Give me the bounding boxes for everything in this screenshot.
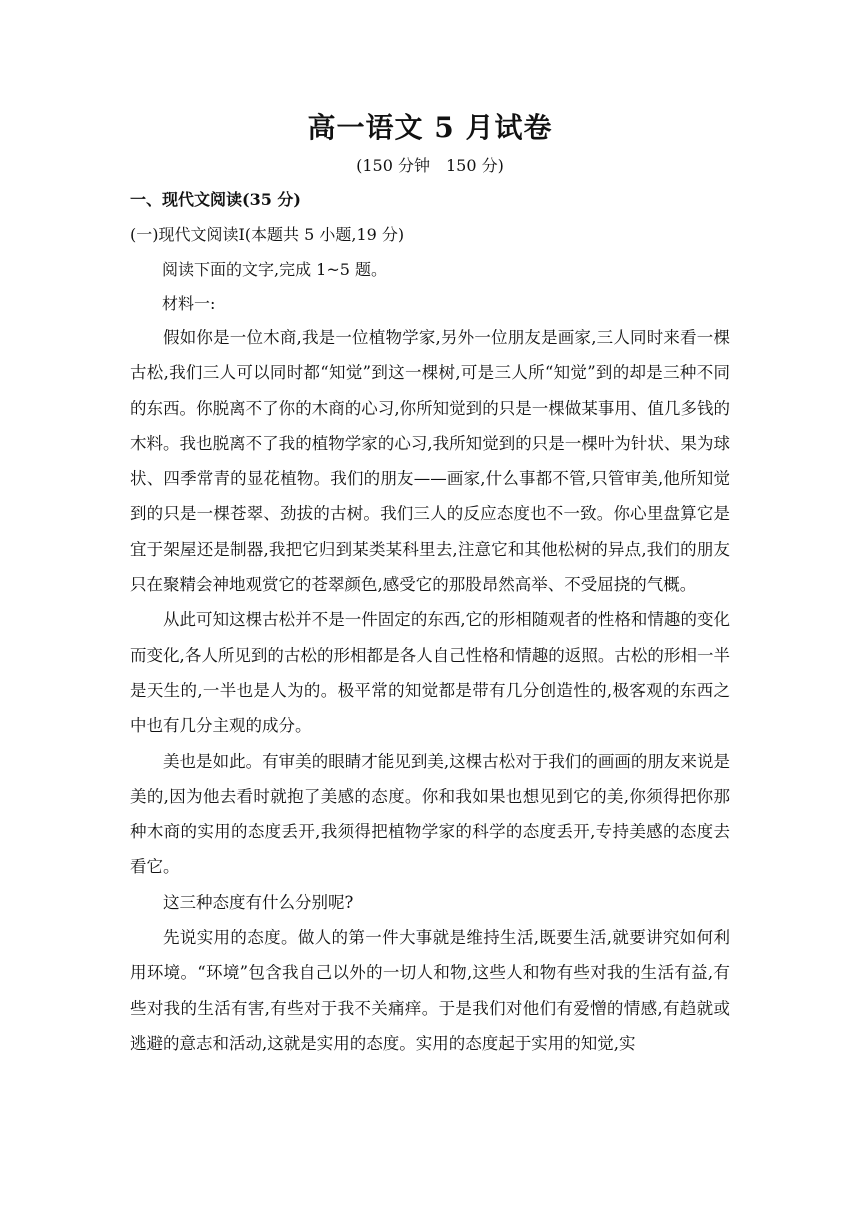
passage-body <box>130 320 730 1061</box>
section-heading: 一、现代文阅读(35 分) <box>130 190 301 209</box>
passage-paragraph: 从此可知这棵古松并不是一件固定的东西,它的形相随观者的性格和情趣的变化而变化,各人所见到的古松的形相都是各人自己性格和情趣的返照。古松的形相一半是天生的,一半也是人为的。极平常的知觉都是带有几分创造性的,极客观的东西之中也有几分主观的成分。 <box>130 610 730 736</box>
page-title: 高一语文 5 月试卷 <box>307 111 553 144</box>
subsection-heading: (一)现代文阅读Ⅰ(本题共 5 小题,19 分) <box>130 225 405 244</box>
exam-duration-score: (150 分钟 150 分) <box>356 156 504 175</box>
passage-paragraph: 假如你是一位木商,我是一位植物学家,另外一位朋友是画家,三人同时来看一棵古松,我们三人可以同时都“知觉”到这一棵树,可是三人所“知觉”到的却是三种不同的东西。你脱离不了你的木商的心习,你所知觉到的只是一棵做某事用、值几多钱的木料。我也脱离不了我的植物学家的心习,我所知觉到的只是一棵叶为针状、果为球状、四季常青的显花植物。我们的朋友——画家,什么事都不管,只管审美,他所知觉到的只是一棵苍翠、劲拔的古树。我们三人的反应态度也不一致。你心里盘算它是宜于架屋还是制器,我把它归到某类某科里去,注意它和其他松树的异点,我们的朋友只在聚精会神地观赏它的苍翠颜色,感受它的那股昂然高举、不受屈挠的气概。 <box>130 328 730 595</box>
reading-instruction: 阅读下面的文字,完成 1~5 题。 <box>162 260 388 279</box>
passage-paragraph: 先说实用的态度。做人的第一件大事就是维持生活,既要生活,就要讲究如何利用环境。“环境”包含我自己以外的一切人和物,这些人和物有些对我的生活有益,有些对我的生活有害,有些对于我不关痛痒。于是我们对他们有爱憎的情感,有趋就或逃避的意志和活动,这就是实用的态度。实用的态度起于实用的知觉,实 <box>130 928 730 1053</box>
passage-paragraph: 美也是如此。有审美的眼睛才能见到美,这棵古松对于我们的画画的朋友来说是美的,因为他去看时就抱了美感的态度。你和我如果也想见到它的美,你须得把你那种木商的实用的态度丢开,我须得把植物学家的科学的态度丢开,专持美感的态度去看它。 <box>130 751 730 877</box>
material-label: 材料一: <box>162 294 216 313</box>
passage-paragraph: 这三种态度有什么分别呢? <box>163 892 354 912</box>
